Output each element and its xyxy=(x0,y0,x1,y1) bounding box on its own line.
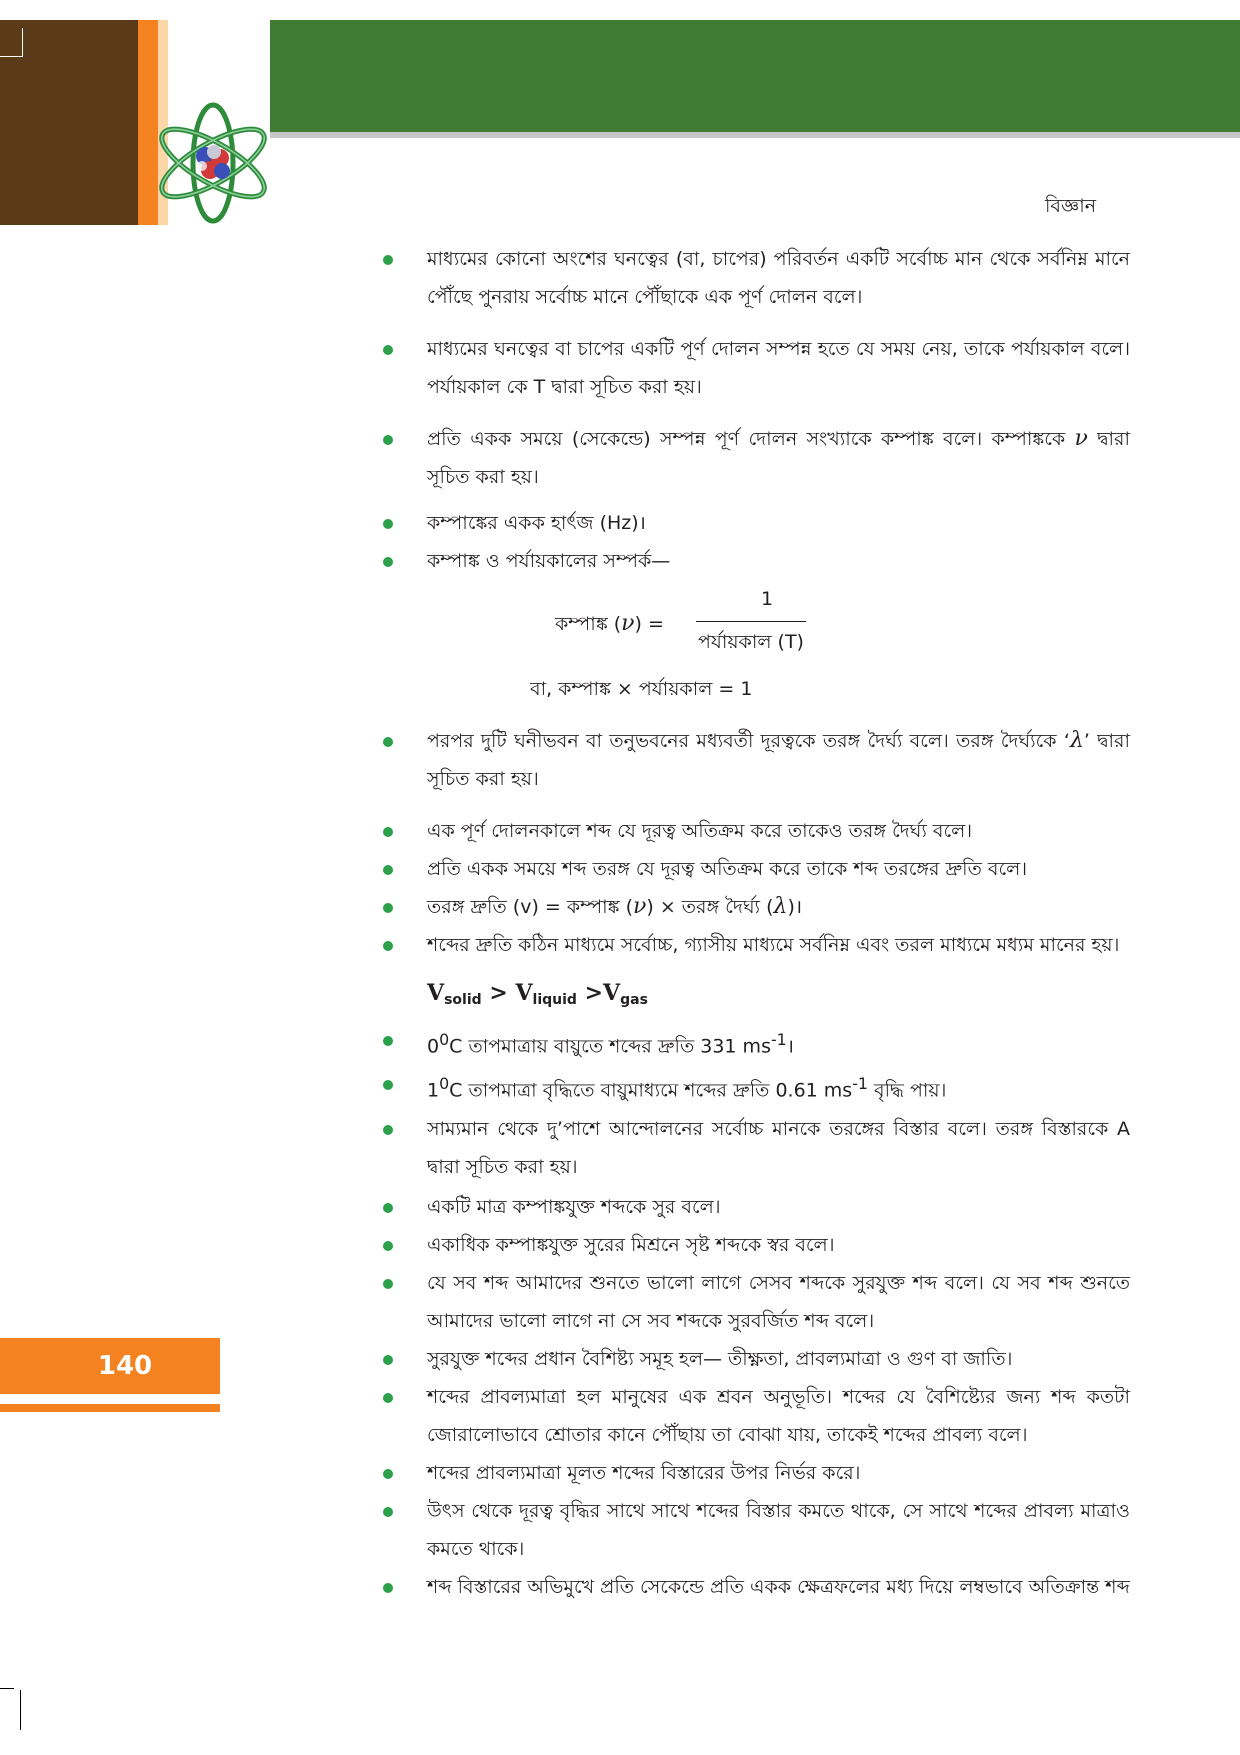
bullet-item xyxy=(380,1110,1130,1186)
bullet-text: প্রতি একক সময়ে শব্দ তরঙ্গ যে দূরত্ব অতিক্রম করে তাকে শব্দ তরঙ্গের দ্রুতি বলে। xyxy=(427,858,1028,880)
bullet-item xyxy=(380,1264,1130,1340)
bullet-text: পরপর দুটি ঘনীভবন বা তনুভবনের মধ্যবর্তী দূরত্বকে তরঙ্গ দৈর্ঘ্য বলে। তরঙ্গ দৈর্ঘ্যকে ‘ xyxy=(427,730,1070,752)
bullet-item xyxy=(380,1340,1130,1378)
speed-subscript: liquid xyxy=(532,992,577,1008)
speed-order-expression xyxy=(380,972,1130,1021)
bullet-text: এক পূর্ণ দোলনকালে শব্দ যে দূরত্ব অতিক্রম করে তাকেও তরঙ্গ দৈর্ঘ্য বলে। xyxy=(427,820,973,842)
bullet-item xyxy=(380,542,1130,580)
wavelength-symbol: λ xyxy=(773,894,788,919)
bullet-item xyxy=(380,1378,1130,1454)
bullet-text: মাধ্যমের কোনো অংশের ঘনত্বের (বা, চাপের) পরিবর্তন একটি সর্বোচ্চ মান থেকে সর্বনিম্ন মানে পৌঁছে পুনরায় সর্বোচ্চ মানে পৌঁছাকে এক পূর্ণ দোলন বলে। xyxy=(427,248,1130,308)
bullet-text: ) × তরঙ্গ দৈর্ঘ্য ( xyxy=(646,896,774,918)
bullet-item xyxy=(380,1021,1130,1065)
speed-subscript: gas xyxy=(620,992,648,1008)
bullet-text: দ্বারা সূচিত করা হয়। xyxy=(427,428,1130,488)
page-tab-underline xyxy=(0,1404,220,1412)
bullet-item xyxy=(380,1188,1130,1226)
greater-than: > xyxy=(489,980,508,1006)
bullet-item xyxy=(380,722,1130,798)
bullet-item xyxy=(380,1492,1130,1568)
bullet-text: ’ দ্বারা সূচিত করা হয়। xyxy=(427,730,1130,790)
bullet-item xyxy=(380,1226,1130,1264)
bullet-item xyxy=(380,926,1130,964)
superscript: 0 xyxy=(439,1030,450,1049)
bullet-text: মাধ্যমের ঘনত্বের বা চাপের একটি পূর্ণ দোলন সম্পন্ন হতে যে সময় নেয়, তাকে পর্যায়কাল বলে। পর্যায়কাল কে T দ্বারা সূচিত করা হয়। xyxy=(427,338,1130,398)
bullet-item xyxy=(380,812,1130,850)
bullet-text: কম্পাঙ্ক ও পর্যায়কালের সম্পর্ক— xyxy=(427,550,671,572)
page-number-tab xyxy=(0,1338,220,1394)
formula-relation: বা, কম্পাঙ্ক × পর্যায়কাল = 1 xyxy=(530,678,753,700)
frequency-symbol: ν xyxy=(1074,426,1088,451)
greater-than: > xyxy=(584,980,604,1006)
bullet-text: )। xyxy=(787,896,803,918)
formula-lhs-text: কম্পাঙ্ক ( xyxy=(555,613,622,635)
bullet-text: 1 xyxy=(427,1079,440,1102)
bullet-text: একাধিক কম্পাঙ্কযুক্ত সুরের মিশ্রনে সৃষ্ট শব্দকে স্বর বলে। xyxy=(427,1233,835,1256)
header-band-shadow xyxy=(270,132,1240,138)
bullet-item xyxy=(380,850,1130,888)
frequency-symbol: ν xyxy=(621,611,635,636)
bullet-item xyxy=(380,1454,1130,1492)
crop-mark xyxy=(0,28,23,57)
bullet-item xyxy=(380,240,1130,316)
bullet-text: একটি মাত্র কম্পাঙ্কযুক্ত শব্দকে সুর বলে। xyxy=(427,1195,721,1218)
subject-title: বিজ্ঞান xyxy=(1045,195,1097,217)
bullet-text: প্রতি একক সময়ে (সেকেন্ডে) সম্পন্ন পূর্ণ দোলন সংখ্যাকে কম্পাঙ্ক বলে। কম্পাঙ্ককে xyxy=(427,428,1066,450)
speed-symbol: V xyxy=(603,980,621,1006)
bullet-text: শব্দের দ্রুতি কঠিন মাধ্যমে সর্বোচ্চ, গ্যাসীয় মাধ্যমে সর্বনিম্ন এবং তরল মাধ্যমে মধ্যম মানের হয়। xyxy=(427,934,1120,956)
atom-icon xyxy=(150,100,276,226)
speed-symbol: V xyxy=(515,980,533,1006)
bullet-item xyxy=(380,1568,1130,1606)
bullet-item xyxy=(380,330,1130,406)
bullet-text: শব্দের প্রাবল্যমাত্রা হল মানুষের এক শ্রবন অনুভূতি। শব্দের যে বৈশিষ্ট্যের জন্য শব্দ কতটা জোরালোভাবে শ্রোতার কানে পৌঁছায় তা বোঝা যায়, তাকেই শব্দের প্রাবল্য বলে। xyxy=(427,1385,1130,1446)
bullet-text: সাম্যমান থেকে দু’পাশে আন্দোলনের সর্বোচ্চ মানকে তরঙ্গের বিস্তার বলে। তরঙ্গ বিস্তারকে A দ্বারা সূচিত করা হয়। xyxy=(427,1117,1130,1178)
bullet-item xyxy=(380,420,1130,496)
bullet-text: কম্পাঙ্কের একক হার্ৎজ (Hz)। xyxy=(427,512,646,534)
bullet-text: তরঙ্গ দ্রুতি (v) = কম্পাঙ্ক ( xyxy=(427,896,634,918)
bullet-item xyxy=(380,504,1130,542)
superscript: -1 xyxy=(852,1074,868,1094)
formula-numerator: 1 xyxy=(760,588,774,610)
fraction-bar xyxy=(696,621,806,622)
bullet-text: সুরযুক্ত শব্দের প্রধান বৈশিষ্ট্য সমূহ হল— তীক্ষ্ণতা, প্রাবল্যমাত্রা ও গুণ বা জাতি। xyxy=(427,1347,1013,1370)
superscript: -1 xyxy=(770,1030,787,1049)
bullet-item xyxy=(380,888,1130,926)
bullet-text: শব্দ বিস্তারের অভিমুখে প্রতি সেকেন্ডে প্রতি একক ক্ষেত্রফলের মধ্য দিয়ে লম্বভাবে অতিক্রান্ত শব্দ xyxy=(427,1575,1130,1598)
bullet-text: উৎস থেকে দূরত্ব বৃদ্ধির সাথে সাথে শব্দের বিস্তার কমতে থাকে, সে সাথে শব্দের প্রাবল্য মাত্রাও কমতে থাকে। xyxy=(427,1499,1130,1560)
bullet-text: 0 xyxy=(427,1035,440,1058)
frequency-symbol: ν xyxy=(633,894,647,919)
bullet-text: যে সব শব্দ আমাদের শুনতে ভালো লাগে সেসব শব্দকে সুরযুক্ত শব্দ বলে। যে সব শব্দ শুনতে আমাদের ভালো লাগে না সে সব শব্দকে সুরবর্জিত শব্দ বলে। xyxy=(427,1271,1130,1332)
crop-mark xyxy=(20,1690,21,1730)
bullet-text: । xyxy=(786,1035,794,1058)
speed-symbol: V xyxy=(427,980,445,1006)
superscript: 0 xyxy=(439,1074,450,1094)
formula-lhs-text: ) = xyxy=(634,613,664,635)
bullet-item xyxy=(380,1065,1130,1109)
speed-subscript: solid xyxy=(444,992,482,1008)
bullet-text: C তাপমাত্রা বৃদ্ধিতে বায়ুমাধ্যমে শব্দের দ্রুতি 0.61 ms xyxy=(449,1079,853,1102)
header-green-band xyxy=(270,20,1240,132)
bullet-text: শব্দের প্রাবল্যমাত্রা মূলত শব্দের বিস্তারের উপর নির্ভর করে। xyxy=(427,1461,861,1484)
bullet-text: বৃদ্ধি পায়। xyxy=(868,1079,947,1102)
wavelength-symbol: λ xyxy=(1069,728,1084,753)
bullet-text: C তাপমাত্রায় বায়ুতে শব্দের দ্রুতি 331 ms xyxy=(449,1035,771,1058)
formula-denominator: পর্যায়কাল (T) xyxy=(698,631,804,653)
crop-mark xyxy=(0,1688,14,1689)
main-content xyxy=(380,240,1130,1606)
page-number: 140 xyxy=(97,1351,153,1381)
formula-lhs xyxy=(555,610,664,642)
frequency-formula xyxy=(380,588,1130,658)
